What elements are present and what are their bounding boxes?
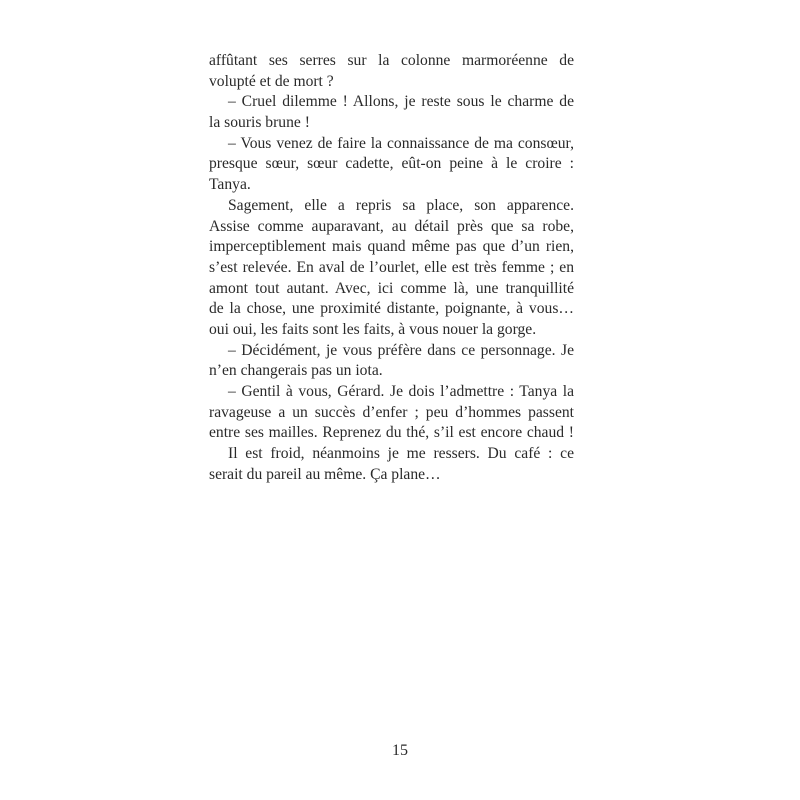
text-line: de la chose, une proximité distante, poignante, à vous… xyxy=(209,300,574,318)
text-line: presque sœur, sœur cadette, eût-on peine à le croire : xyxy=(209,155,574,173)
text-line: la souris brune ! xyxy=(209,114,310,132)
text-line: volupté et de mort ? xyxy=(209,72,334,90)
text-line: oui oui, les faits sont les faits, à vous nouer la gorge. xyxy=(209,320,537,338)
text-line: Tanya. xyxy=(209,176,251,194)
text-line: s’est relevée. En aval de l’ourlet, elle est très femme ; en xyxy=(209,258,574,276)
page-number: 15 xyxy=(392,742,408,759)
text-line: – Décidément, je vous préfère dans ce personnage. Je xyxy=(228,341,574,359)
body-text xyxy=(209,51,574,485)
text-line: – Cruel dilemme ! Allons, je reste sous le charme de xyxy=(228,93,574,111)
text-line: – Vous venez de faire la connaissance de ma consœur, xyxy=(228,134,574,152)
text-line: n’en changerais pas un iota. xyxy=(209,362,383,380)
text-line: Assise comme auparavant, au détail près que sa robe, xyxy=(209,217,574,235)
text-line: ravageuse a un succès d’enfer ; peu d’hommes passent xyxy=(209,403,574,421)
text-line: entre ses mailles. Reprenez du thé, s’il est encore chaud ! xyxy=(209,424,574,442)
text-line: Il est froid, néanmoins je me ressers. Du café : ce xyxy=(228,445,574,463)
text-line: amont tout autant. Avec, ici comme là, une tranquillité xyxy=(209,279,574,297)
text-line: imperceptiblement mais quand même pas que d’un rien, xyxy=(209,238,574,256)
text-line: serait du pareil au même. Ça plane… xyxy=(209,465,441,483)
text-line: Sagement, elle a repris sa place, son apparence. xyxy=(228,196,574,214)
text-line: – Gentil à vous, Gérard. Je dois l’admettre : Tanya la xyxy=(228,383,574,400)
text-line: affûtant ses serres sur la colonne marmoréenne de xyxy=(209,52,574,69)
